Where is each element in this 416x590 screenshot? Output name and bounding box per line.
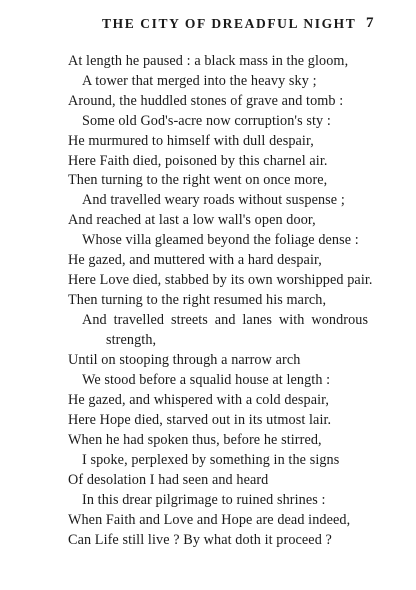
verse-line: And travelled weary roads without suspense ; [82, 192, 345, 208]
verse-line: Around, the huddled stones of grave and tomb : [68, 93, 344, 109]
verse-line: A tower that merged into the heavy sky ; [82, 73, 317, 89]
stanza-1 [68, 51, 408, 171]
verse-line: And reached at last a low wall's open door, [68, 212, 316, 228]
verse-line: Here Love died, stabbed by its own worshipped pair. [68, 272, 373, 288]
verse-line: Can Life still live ? By what doth it proceed ? [68, 532, 332, 548]
verse-line: When Faith and Love and Hope are dead indeed, [68, 512, 351, 528]
stanza-2 [68, 170, 408, 290]
verse-line: Of desolation I had seen and heard [68, 472, 269, 488]
verse-line: In this drear pilgrimage to ruined shrines : [82, 492, 326, 508]
verse-line: Until on stooping through a narrow arch [68, 352, 301, 368]
verse-line: I spoke, perplexed by something in the signs [82, 452, 340, 468]
verse-line: Some old God's-acre now corruption's sty : [82, 113, 331, 129]
verse-line: He gazed, and whispered with a cold despair, [68, 392, 330, 408]
verse-line: And travelled streets and lanes with wondrous [82, 312, 369, 328]
verse-line: When he had spoken thus, before he stirred, [68, 432, 322, 448]
page-number: 7 [366, 15, 374, 31]
verse-line: We stood before a squalid house at length : [82, 372, 331, 388]
verse-line-continuation: strength, [106, 332, 157, 348]
verse-line: Here Hope died, starved out in its utmost lair. [68, 412, 332, 428]
verse-line: Here Faith died, poisoned by this charnel air. [68, 153, 328, 169]
stanza-4 [68, 430, 408, 550]
running-title: THE CITY OF DREADFUL NIGHT [102, 16, 357, 31]
verse-line: Then turning to the right resumed his march, [68, 292, 327, 308]
verse-line: Then turning to the right went on once more, [68, 172, 328, 188]
verse-line: He murmured to himself with dull despair, [68, 133, 314, 149]
verse-line: At length he paused : a black mass in the gloom, [68, 53, 349, 69]
stanza-3 [68, 290, 408, 430]
verse-line-justified [68, 310, 394, 330]
verse-line: Whose villa gleamed beyond the foliage dense : [82, 232, 359, 248]
verse-line: He gazed, and muttered with a hard despair, [68, 252, 322, 268]
